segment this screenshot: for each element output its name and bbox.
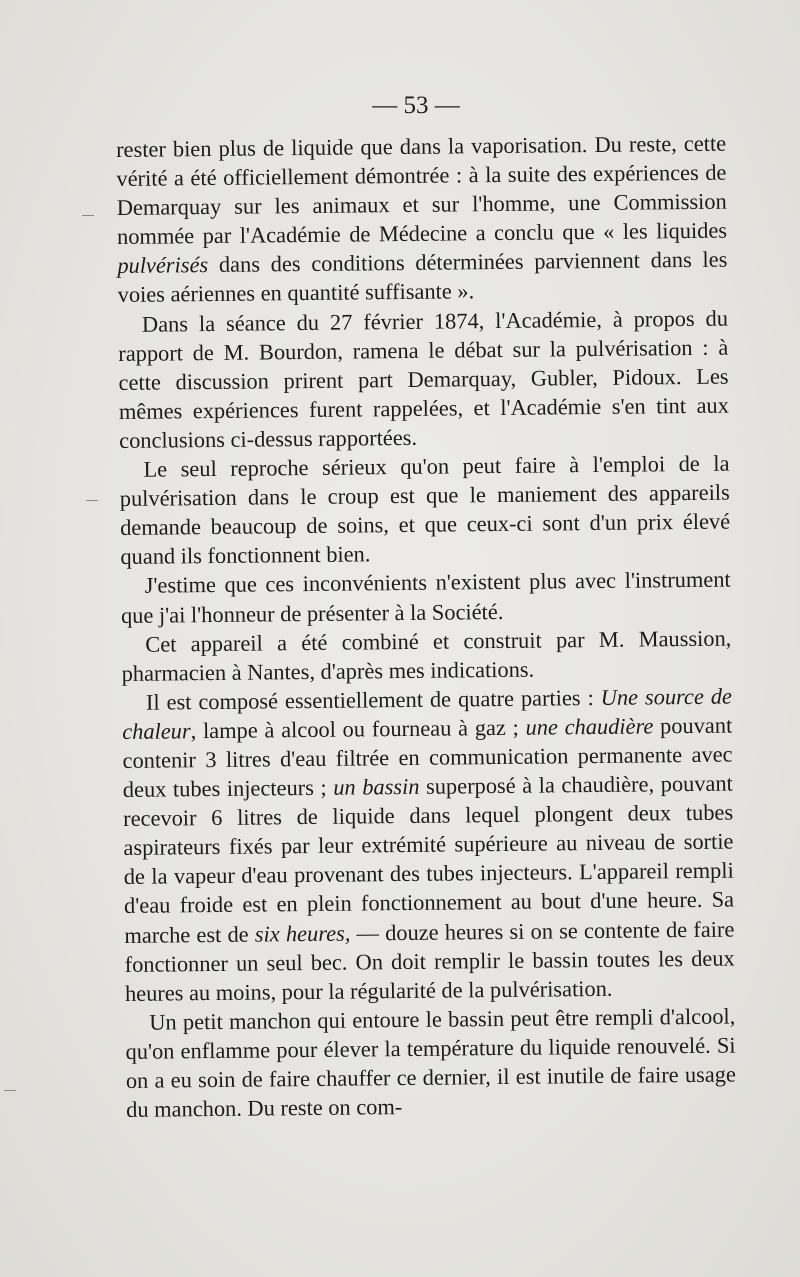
italic-text: Une source de chaleur	[122, 683, 733, 744]
text-run: Il est composé essentiellement de quatre parties :	[145, 684, 601, 715]
body-text	[116, 129, 736, 1125]
text-run: , lampe à alcool ou fourneau à gaz ;	[190, 714, 526, 744]
margin-mark	[4, 1090, 16, 1091]
paragraph	[121, 623, 732, 688]
text-run: Dans la séance du 27 février 1874, l'Académie, à propos du rapport de M. Bourdon, ramena le débat sur la pulvérisation : à cette discussion prirent part Demarquay, Gubler, Pidoux. Les mêmes expériences furent rappelées, et l'Académie s'en tint aux conclusions ci-dessus rapportées.	[118, 305, 729, 453]
text-run: J'estime que ces inconvénients n'existent plus avec l'instrument que j'ai l'honneur de présenter à la Société.	[120, 566, 731, 628]
text-run: Le seul reproche sérieux qu'on peut faire à l'emploi de la pulvérisation dans le croup est que le maniement des appareils demande beaucoup de soins, et que ceux-ci sont d'un prix élevé quand ils fonctionnent bien.	[119, 450, 731, 570]
italic-text: pulvérisés	[117, 252, 209, 279]
paragraph	[116, 129, 728, 310]
text-run: dans des conditions déterminées parviennent dans les voies aériennes en quantité suffisante ».	[117, 246, 728, 308]
paragraph	[121, 565, 732, 630]
paragraph	[122, 681, 735, 1007]
text-run: superposé à la chaudière, pouvant recevoir 6 litres de liquide dans lequel plongent deux tubes aspirateurs fixés par leur extrémité supérieure au niveau de sortie de la vapeur d'eau provenant des tubes injecteurs. L'appareil rempli d'eau froide est en plein fonctionnement au bout d'une heure. Sa marche est de	[123, 770, 735, 948]
italic-text: six heures,	[254, 920, 351, 947]
margin-mark	[82, 215, 94, 216]
paragraph	[125, 1001, 736, 1124]
text-run: Un petit manchon qui entoure le bassin peut être rempli d'alcool, qu'on enflamme pour élever la température du liquide renouvelé. Si on a eu soin de faire chauffer ce dernier, il est inutile de faire usage du manchon. Du reste on com-	[125, 1003, 736, 1123]
text-run: rester bien plus de liquide que dans la vaporisation. Du reste, cette vérité a été officiellement démontrée : à la suite des expériences de Demarquay sur les animaux et sur l'homme, une Commission nommée par l'Académie de Médecine a conclu que « les liquides	[116, 130, 728, 250]
italic-text: un bassin	[333, 773, 420, 800]
paragraph	[118, 303, 729, 455]
text-run: — douze heures si on se contente de faire fonctionner un seul bec. On doit remplir le bassin toutes les deux heures au moins, pour la régularité de la pulvérisation.	[124, 916, 735, 1006]
page-number: — 53 —	[372, 92, 460, 119]
margin-mark	[86, 500, 98, 501]
text-run: Cet appareil a été combiné et construit par M. Maussion, pharmacien à Nantes, d'après mes indications.	[121, 625, 732, 686]
text-run: pouvant contenir 3 litres d'eau filtrée en communication permanente avec deux tubes injecteurs ;	[122, 712, 733, 803]
italic-text: une chaudière	[525, 713, 654, 740]
paragraph	[119, 449, 730, 572]
